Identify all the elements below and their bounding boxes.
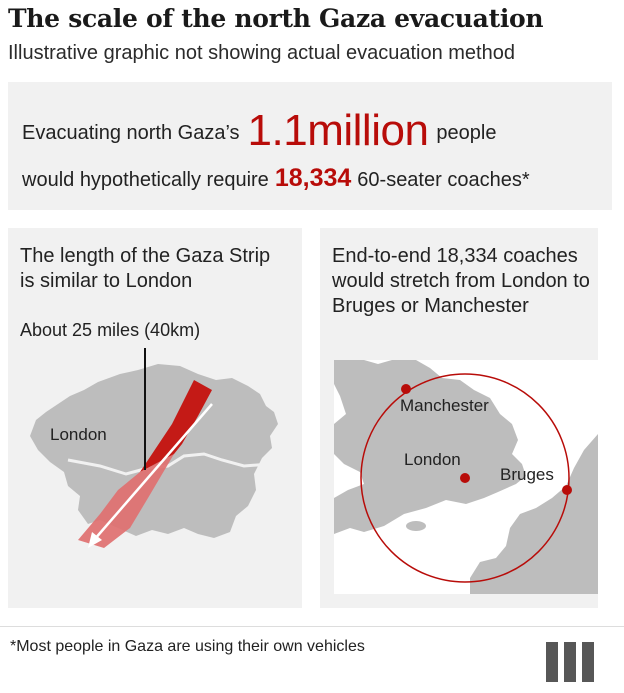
- london-marker-icon: [460, 473, 470, 483]
- coach-distance-caption: End-to-end 18,334 coaches would stretch from London to Bruges or Manchester: [332, 245, 590, 317]
- london-map-label: London: [50, 425, 107, 444]
- gaza-london-panel: [8, 228, 302, 608]
- stat-people-prefix: Evacuating north Gaza’s: [22, 122, 240, 144]
- page-subtitle: Illustrative graphic not showing actual evacuation method: [8, 42, 515, 64]
- stat-coaches-value: 18,334: [274, 164, 352, 192]
- watermark-logo-icon: [546, 642, 610, 682]
- gaza-london-caption: The length of the Gaza Strip is similar to London: [20, 245, 271, 292]
- stat-coaches-suffix: 60-seater coaches*: [357, 169, 530, 191]
- stats-panel: [8, 82, 612, 210]
- stat-people-suffix: people: [436, 122, 497, 144]
- stat-people-value: 1.1million: [247, 106, 429, 155]
- footnote: *Most people in Gaza are using their own vehicles: [10, 638, 365, 655]
- coach-distance-panel: [320, 228, 598, 608]
- page-title: The scale of the north Gaza evacuation: [8, 4, 544, 33]
- manchester-marker-icon: [401, 384, 411, 394]
- stat-line-people: [22, 100, 497, 155]
- isle-of-wight-shape: [406, 521, 426, 531]
- manchester-label: Manchester: [400, 396, 489, 415]
- distance-label: About 25 miles (40km): [20, 320, 201, 340]
- footnote-divider: [0, 626, 624, 627]
- stat-line-coaches: [22, 164, 530, 193]
- london-label: London: [404, 450, 461, 469]
- southern-england-map: [320, 228, 598, 608]
- bruges-marker-icon: [562, 485, 572, 495]
- stat-coaches-prefix: would hypothetically require: [22, 169, 269, 191]
- london-gaza-map: [8, 228, 302, 608]
- bruges-label: Bruges: [500, 465, 554, 484]
